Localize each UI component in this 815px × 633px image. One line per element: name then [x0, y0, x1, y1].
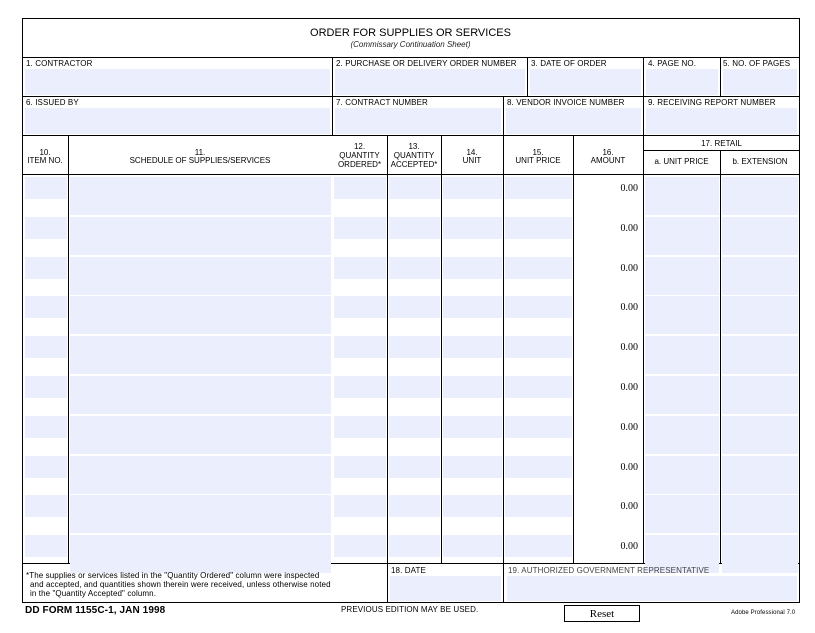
unit-price-field[interactable] [505, 376, 572, 398]
po-number-label: 2. PURCHASE OR DELIVERY ORDER NUMBER [336, 59, 517, 68]
schedule-field[interactable] [70, 376, 331, 398]
retail-extension-field[interactable] [722, 296, 798, 318]
schedule-field-extension [70, 438, 331, 454]
unit-price-field[interactable] [505, 456, 572, 478]
contract-number-label: 7. CONTRACT NUMBER [336, 98, 428, 107]
item-no-field[interactable] [25, 257, 67, 279]
vendor-invoice-label: 8. VENDOR INVOICE NUMBER [507, 98, 625, 107]
retail-extension-extension [722, 517, 798, 533]
unit-field[interactable] [443, 336, 502, 358]
retail-unit-price-field[interactable] [645, 376, 719, 398]
unit-price-field[interactable] [505, 336, 572, 358]
form-id: DD FORM 1155C-1, JAN 1998 [25, 605, 166, 616]
qty-accepted-field[interactable] [389, 416, 440, 438]
item-no-field[interactable] [25, 336, 67, 358]
unit-price-number: 15. [532, 148, 544, 157]
date-of-order-label: 3. DATE OF ORDER [531, 59, 607, 68]
qty-accepted-field[interactable] [389, 456, 440, 478]
qty-accepted-number: 13. [408, 142, 420, 151]
qty-ordered-field[interactable] [334, 495, 386, 517]
qty-accepted-field[interactable] [389, 535, 440, 557]
schedule-field-extension [70, 239, 331, 255]
no-of-pages-field[interactable] [723, 69, 797, 95]
qty-accepted-header-2: ACCEPTED* [390, 160, 438, 169]
schedule-field-extension [70, 358, 331, 374]
retail-extension-extension [722, 478, 798, 494]
qty-ordered-header-1: QUANTITY [339, 151, 380, 160]
schedule-field[interactable] [70, 336, 331, 358]
retail-unit-price-extension [645, 478, 719, 494]
retail-unit-price-field[interactable] [645, 456, 719, 478]
retail-unit-price-extension [645, 199, 719, 215]
qty-accepted-field[interactable] [389, 296, 440, 318]
qty-ordered-field[interactable] [334, 416, 386, 438]
unit-price-field[interactable] [505, 177, 572, 199]
retail-unit-price-field[interactable] [645, 217, 719, 239]
schedule-field[interactable] [70, 456, 331, 478]
unit-field[interactable] [443, 296, 502, 318]
date-of-order-field[interactable] [530, 69, 641, 95]
qty-accepted-field[interactable] [389, 495, 440, 517]
software-note: Adobe Professional 7.0 [731, 610, 796, 616]
unit-field[interactable] [443, 416, 502, 438]
unit-price-field[interactable] [505, 217, 572, 239]
qty-ordered-number: 12. [353, 142, 366, 151]
schedule-field[interactable] [70, 416, 331, 438]
unit-price-field[interactable] [505, 257, 572, 279]
retail-unit-price-field[interactable] [645, 336, 719, 358]
qty-ordered-field[interactable] [334, 376, 386, 398]
retail-header: 17. RETAIL [701, 139, 742, 148]
retail-unit-price-extension [645, 239, 719, 255]
unit-number: 14. [466, 148, 478, 157]
retail-unit-price-extension [645, 318, 719, 334]
item-no-field[interactable] [25, 217, 67, 239]
item-no-field[interactable] [25, 416, 67, 438]
unit-price-field[interactable] [505, 416, 572, 438]
item-no-field[interactable] [25, 495, 67, 517]
no-of-pages-label: 5. NO. OF PAGES [723, 59, 791, 68]
form-title: ORDER FOR SUPPLIES OR SERVICES [310, 27, 511, 39]
amount-value: 0.00 [620, 462, 638, 473]
retail-extension-extension [722, 318, 798, 334]
retail-unit-price-extension [645, 438, 719, 454]
unit-price-header: UNIT PRICE [515, 156, 561, 165]
schedule-field[interactable] [70, 257, 331, 279]
issued-by-field[interactable] [25, 108, 330, 134]
receiving-report-field[interactable] [646, 108, 797, 134]
reset-button[interactable]: Reset [564, 605, 640, 622]
qty-accepted-field[interactable] [389, 217, 440, 239]
qty-ordered-field[interactable] [334, 535, 386, 557]
vendor-invoice-field[interactable] [506, 108, 641, 134]
retail-extension-extension [722, 239, 798, 255]
qty-ordered-field[interactable] [334, 456, 386, 478]
schedule-field[interactable] [70, 535, 331, 557]
unit-field[interactable] [443, 257, 502, 279]
qty-ordered-field[interactable] [334, 296, 386, 318]
schedule-field-extension [70, 478, 331, 494]
amount-value: 0.00 [620, 541, 638, 552]
date-label: 18. DATE [391, 566, 426, 575]
qty-accepted-field[interactable] [389, 257, 440, 279]
qty-ordered-field[interactable] [334, 177, 386, 199]
po-number-field[interactable] [335, 69, 525, 95]
retail-extension-header: b. EXTENSION [732, 157, 788, 166]
retail-extension-field[interactable] [722, 336, 798, 358]
retail-extension-extension [722, 557, 798, 573]
unit-field[interactable] [443, 376, 502, 398]
retail-unit-price-extension [645, 279, 719, 295]
receiving-report-label: 9. RECEIVING REPORT NUMBER [648, 98, 776, 107]
retail-unit-price-field[interactable] [645, 177, 719, 199]
item-no-number: 10. [39, 148, 51, 157]
retail-unit-price-field[interactable] [645, 535, 719, 557]
form-subtitle: (Commissary Continuation Sheet) [350, 40, 471, 49]
schedule-field-extension [70, 279, 331, 295]
retail-extension-extension [722, 398, 798, 414]
contractor-field[interactable] [25, 69, 330, 95]
schedule-field[interactable] [70, 177, 331, 199]
unit-field[interactable] [443, 217, 502, 239]
item-no-header: ITEM NO. [27, 156, 63, 165]
amount-value: 0.00 [620, 501, 638, 512]
retail-extension-extension [722, 438, 798, 454]
retail-extension-field[interactable] [722, 257, 798, 279]
retail-unit-price-extension [645, 517, 719, 533]
amount-value: 0.00 [620, 422, 638, 433]
retail-extension-field[interactable] [722, 456, 798, 478]
item-no-field[interactable] [25, 376, 67, 398]
footnote-line-1: *The supplies or services listed in the "Quantity Ordered" column were inspected [26, 571, 320, 580]
item-no-field[interactable] [25, 296, 67, 318]
retail-unit-price-field[interactable] [645, 257, 719, 279]
schedule-field-extension [70, 517, 331, 533]
qty-ordered-field[interactable] [334, 257, 386, 279]
page-no-field[interactable] [646, 69, 718, 95]
qty-accepted-field[interactable] [389, 376, 440, 398]
qty-accepted-field[interactable] [389, 336, 440, 358]
authorized-rep-label: 19. AUTHORIZED GOVERNMENT REPRESENTATIVE [508, 566, 710, 575]
amount-value: 0.00 [620, 382, 638, 393]
issued-by-label: 6. ISSUED BY [26, 98, 79, 107]
retail-extension-field[interactable] [722, 376, 798, 398]
schedule-field-extension [70, 199, 331, 215]
qty-accepted-field[interactable] [389, 177, 440, 199]
retail-extension-extension [722, 199, 798, 215]
schedule-field-extension [70, 398, 331, 414]
date-field[interactable] [390, 576, 501, 601]
retail-extension-extension [722, 279, 798, 295]
retail-unit-price-field[interactable] [645, 416, 719, 438]
item-no-field[interactable] [25, 177, 67, 199]
schedule-header: SCHEDULE OF SUPPLIES/SERVICES [129, 156, 271, 165]
unit-price-field[interactable] [505, 495, 572, 517]
retail-extension-field[interactable] [722, 416, 798, 438]
amount-value: 0.00 [620, 302, 638, 313]
qty-ordered-field[interactable] [334, 217, 386, 239]
edition-note: PREVIOUS EDITION MAY BE USED. [341, 605, 479, 614]
contractor-label: 1. CONTRACTOR [26, 59, 93, 68]
amount-value: 0.00 [620, 342, 638, 353]
amount-header: AMOUNT [590, 156, 626, 165]
retail-extension-field[interactable] [722, 495, 798, 517]
item-no-field[interactable] [25, 456, 67, 478]
qty-accepted-header-1: QUANTITY [393, 151, 435, 160]
schedule-number: 11. [194, 148, 206, 157]
page-no-label: 4. PAGE NO. [648, 59, 697, 68]
authorized-rep-field[interactable] [507, 576, 797, 601]
amount-value: 0.00 [620, 263, 638, 274]
unit-header: UNIT [462, 156, 482, 165]
retail-unit-price-extension [645, 398, 719, 414]
unit-price-field[interactable] [505, 535, 572, 557]
footnote-line-3: in the "Quantity Accepted" column. [30, 589, 157, 598]
contract-number-field[interactable] [335, 108, 501, 134]
retail-extension-field[interactable] [722, 535, 798, 557]
retail-unit-price-header: a. UNIT PRICE [654, 157, 709, 166]
retail-extension-field[interactable] [722, 177, 798, 199]
unit-field[interactable] [443, 495, 502, 517]
retail-unit-price-extension [645, 358, 719, 374]
unit-field[interactable] [443, 456, 502, 478]
schedule-field-extension [70, 318, 331, 334]
retail-extension-field[interactable] [722, 217, 798, 239]
item-no-field[interactable] [25, 535, 67, 557]
retail-extension-extension [722, 358, 798, 374]
schedule-field[interactable] [70, 217, 331, 239]
amount-number: 16. [602, 148, 614, 157]
qty-ordered-header-2: ORDERED* [337, 160, 382, 169]
unit-field[interactable] [443, 177, 502, 199]
unit-price-field[interactable] [505, 296, 572, 318]
unit-field[interactable] [443, 535, 502, 557]
amount-value: 0.00 [620, 183, 638, 194]
amount-value: 0.00 [620, 223, 638, 234]
retail-unit-price-field[interactable] [645, 296, 719, 318]
retail-unit-price-field[interactable] [645, 495, 719, 517]
footnote-line-2: and accepted, and quantities shown therein were received, unless otherwise noted [30, 580, 331, 589]
qty-ordered-field[interactable] [334, 336, 386, 358]
schedule-field[interactable] [70, 296, 331, 318]
schedule-field[interactable] [70, 495, 331, 517]
